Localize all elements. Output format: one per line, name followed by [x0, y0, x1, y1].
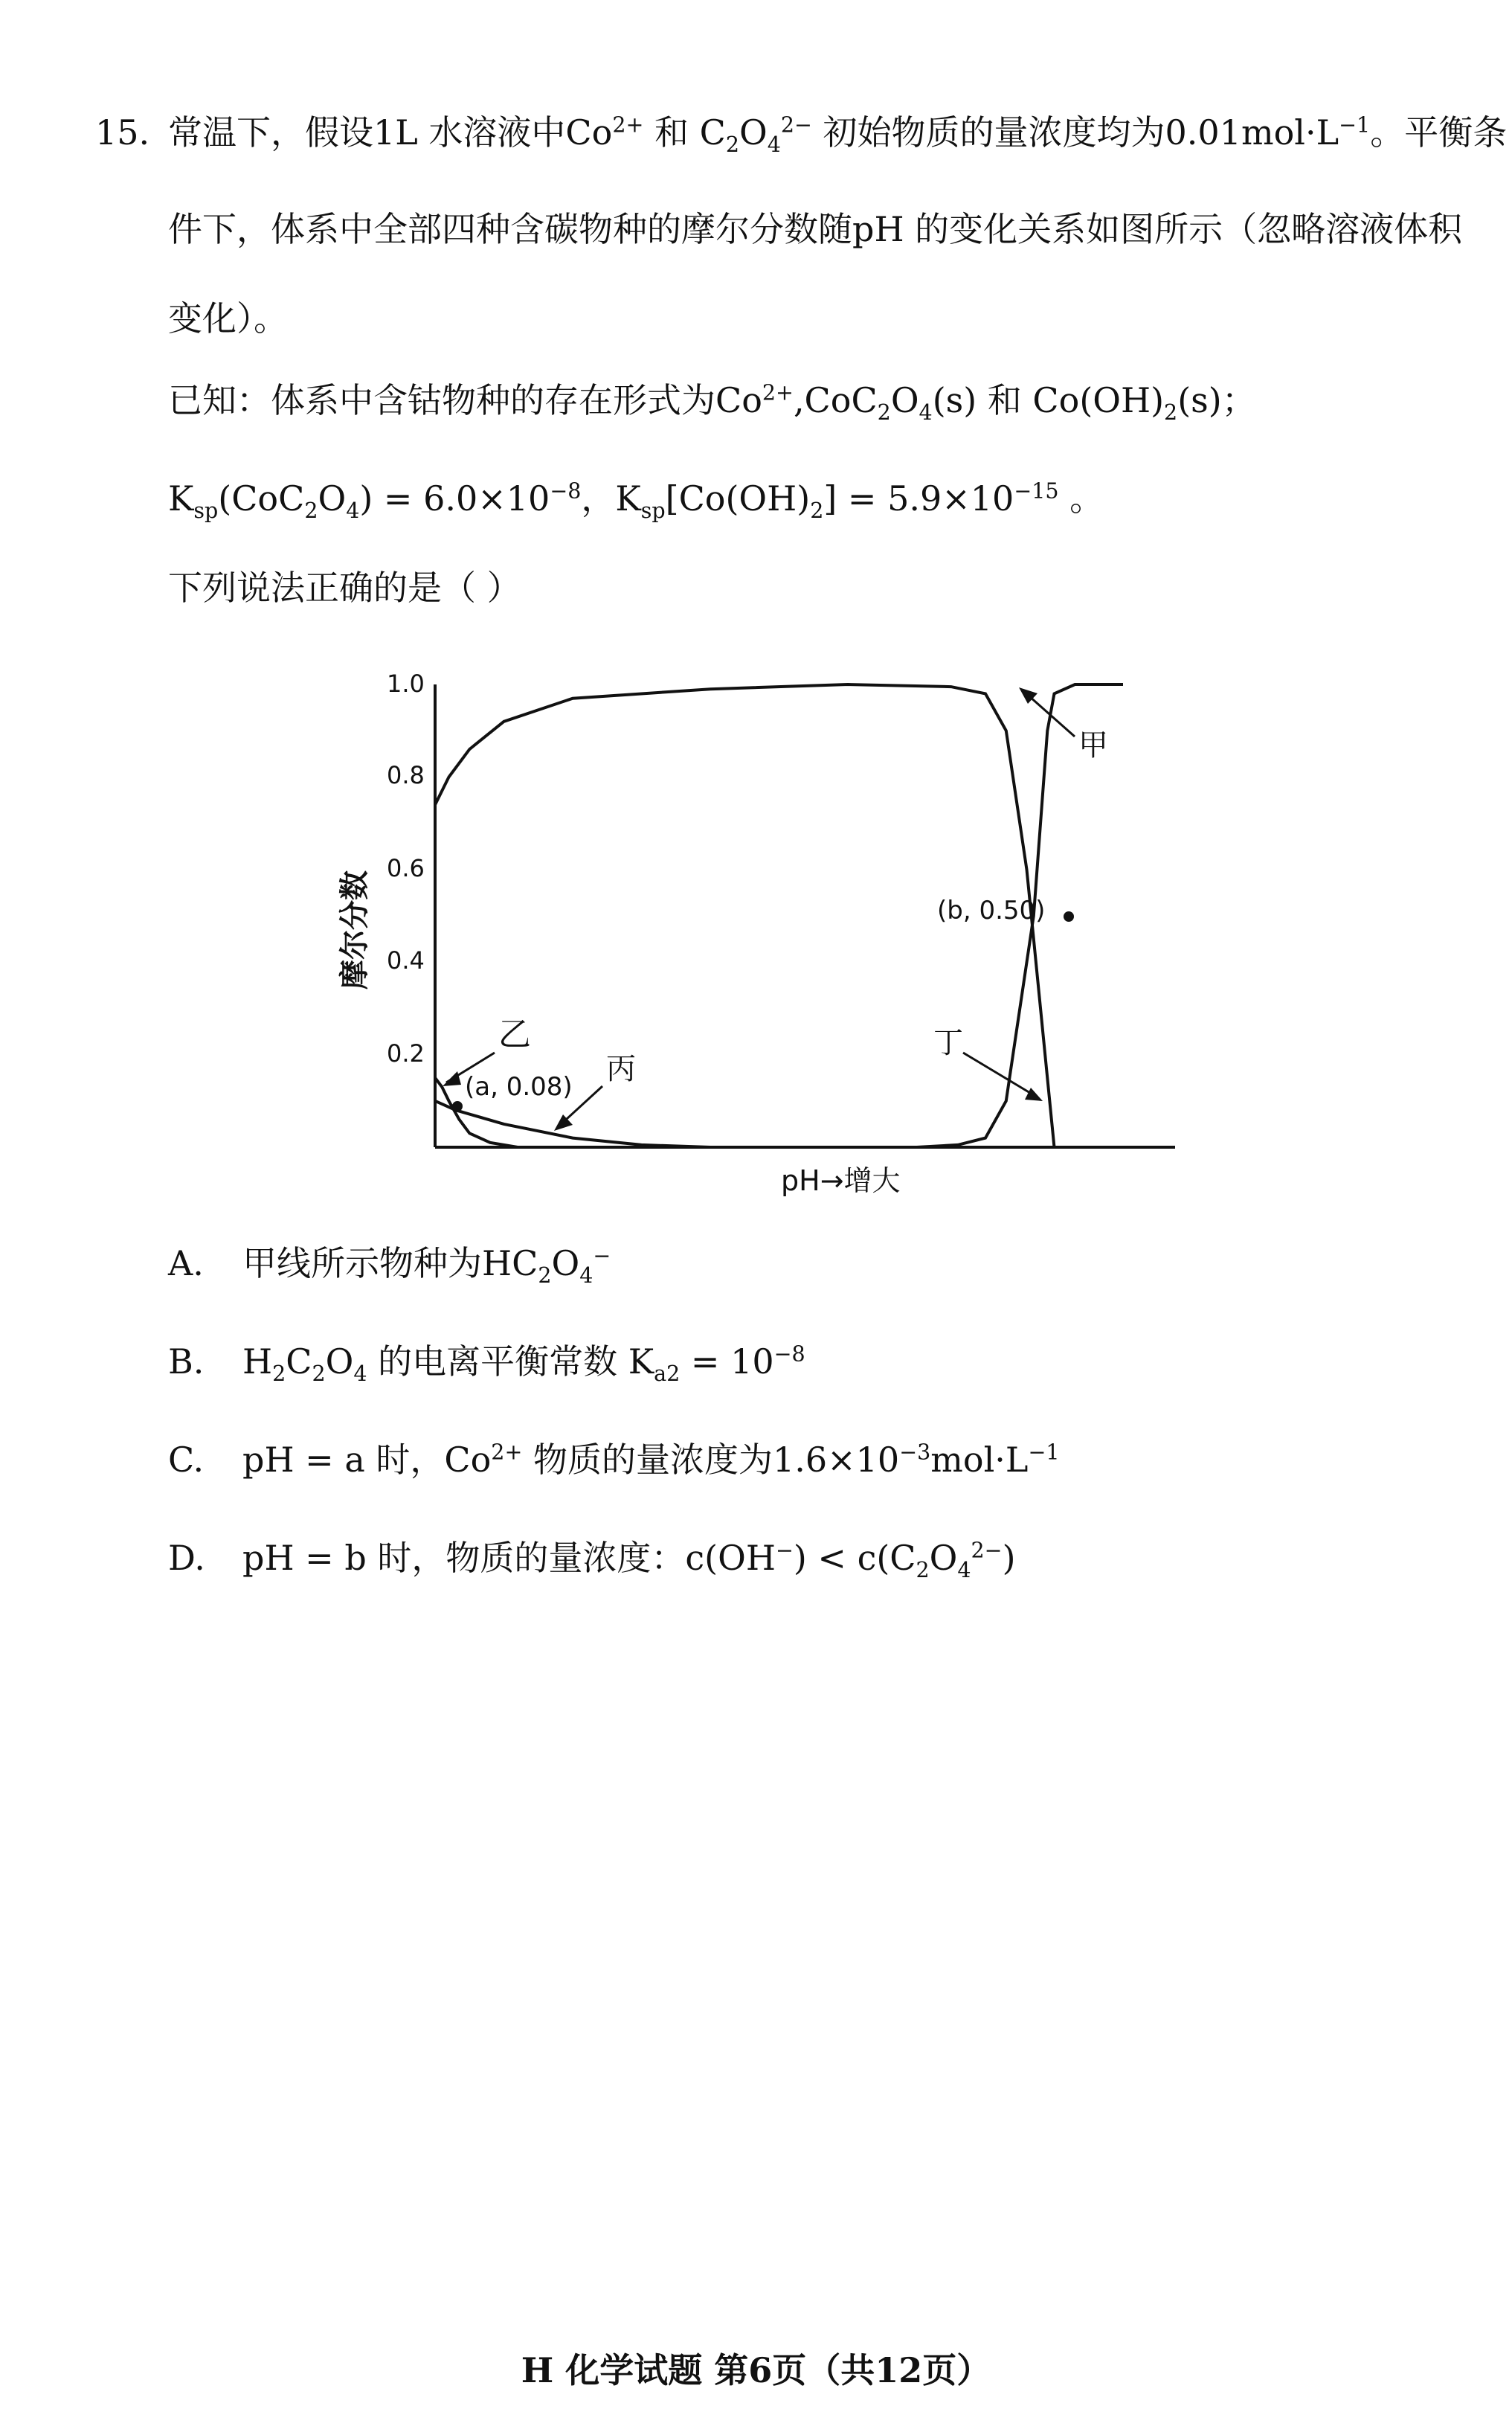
stem-text: 件下，体系中全部四种含碳物种的摩尔分数随pH 的变化关系如图所示（忽略溶液体积: [168, 209, 1463, 249]
question-stem-line-2: [168, 207, 1462, 251]
separator: ，: [581, 478, 616, 519]
series-label-ding: 丁: [933, 1026, 963, 1060]
subscript: 2: [312, 1361, 326, 1387]
superscript: −1: [1028, 1440, 1060, 1465]
ksp-symbol: K: [168, 478, 194, 519]
option-text: ): [1002, 1538, 1016, 1578]
superscript: 2−: [971, 1538, 1003, 1563]
known-line: [168, 378, 1256, 426]
footer-paper-code: H: [521, 2350, 554, 2390]
subscript: 2: [1164, 400, 1178, 426]
superscript: −: [593, 1243, 611, 1268]
option-b[interactable]: [168, 1339, 805, 1387]
subscript: 4: [919, 400, 933, 426]
subscript: 2: [810, 498, 824, 524]
arrow-ding: [963, 1053, 1038, 1097]
y-tick-label: 0.8: [387, 761, 425, 789]
subscript: 4: [957, 1558, 971, 1583]
subscript: 2: [538, 1263, 552, 1289]
subscript: 4: [579, 1263, 593, 1289]
option-text: mol·L: [930, 1440, 1029, 1480]
option-text: C: [286, 1341, 312, 1382]
y-tick-label: 0.4: [387, 946, 425, 975]
superscript: −3: [899, 1440, 931, 1465]
page-footer: [0, 2343, 1512, 2393]
option-letter: A.: [168, 1243, 204, 1283]
option-c[interactable]: [168, 1437, 1060, 1482]
superscript: −8: [773, 1341, 805, 1367]
y-tick-label: 1.0: [387, 670, 425, 698]
ksp-expr: ] = 5.9×10: [823, 478, 1014, 519]
ksp-symbol: K: [615, 478, 641, 519]
superscript: −8: [550, 478, 582, 504]
subscript: 2: [272, 1361, 286, 1387]
question-prompt: [168, 565, 521, 610]
option-text: O: [929, 1538, 958, 1578]
known-text: O: [890, 380, 919, 420]
option-text: 的电离平衡常数 K: [367, 1341, 654, 1382]
y-tick-label: 0.6: [387, 854, 425, 882]
stem-text: 常温下，假设1L 水溶液中Co: [168, 112, 613, 153]
subscript: 2: [304, 498, 318, 524]
option-a[interactable]: [168, 1241, 611, 1289]
option-letter: D.: [168, 1538, 205, 1578]
prompt-text: 下列说法正确的是（ ）: [168, 568, 521, 608]
subscript: 4: [346, 498, 360, 524]
y-axis-label: 摩尔分数: [338, 870, 372, 989]
known-text: (s)；: [1177, 380, 1256, 420]
superscript: −15: [1014, 478, 1059, 504]
point-a: [452, 1101, 463, 1111]
ksp-expr: ) = 6.0×10: [359, 478, 550, 519]
series-label-bing: 丙: [606, 1052, 636, 1086]
arrow-head-yi: [443, 1071, 461, 1086]
known-text: ,CoC: [793, 380, 878, 420]
option-text: O: [325, 1341, 354, 1382]
option-text: H: [242, 1341, 273, 1382]
option-text: 物质的量浓度为1.6×10: [522, 1440, 900, 1480]
option-text: ) < c(C: [793, 1538, 916, 1578]
superscript: 2+: [491, 1440, 523, 1465]
option-letter: C.: [168, 1440, 205, 1480]
stem-text: 和 C: [643, 112, 726, 153]
superscript: 2+: [762, 380, 794, 405]
option-text: pH = a 时，Co: [242, 1440, 492, 1480]
point-b: [1064, 911, 1074, 922]
subscript: sp: [640, 498, 666, 524]
footer-page-info: 化学试题 第6页（共12页）: [565, 2350, 991, 2390]
option-d[interactable]: [168, 1536, 1016, 1583]
annotation-point-b: (b, 0.50): [937, 896, 1046, 925]
x-axis-label: pH→增大: [781, 1164, 901, 1197]
superscript: 2−: [780, 112, 812, 138]
ksp-end: 。: [1058, 478, 1104, 519]
subscript: a2: [654, 1361, 681, 1387]
known-text: 已知：体系中含钴物种的存在形式为Co: [168, 380, 762, 420]
known-text: (s) 和 Co(OH): [932, 380, 1165, 420]
subscript: sp: [193, 498, 219, 524]
question-number-text: 15.: [95, 112, 150, 153]
mole-fraction-chart: [312, 647, 1235, 1213]
superscript: −1: [1339, 112, 1371, 138]
stem-text: 初始物质的量浓度均为0.01mol·L: [811, 112, 1339, 153]
series-label-jia: 甲: [1078, 728, 1108, 763]
option-text: pH = b 时，物质的量浓度：c(OH: [242, 1538, 776, 1578]
option-text: O: [551, 1243, 580, 1283]
arrow-head-ding: [1025, 1088, 1043, 1101]
ksp-expr: [Co(OH): [665, 478, 811, 519]
stem-text: 。平衡条: [1370, 112, 1508, 153]
ksp-expr: O: [318, 478, 347, 519]
subscript: 2: [916, 1558, 930, 1583]
stem-text: 变化）。: [168, 298, 288, 339]
subscript: 4: [767, 132, 781, 158]
stem-text: O: [739, 112, 768, 153]
series-label-yi: 乙: [498, 1016, 531, 1053]
option-letter: B.: [168, 1341, 205, 1382]
subscript: 4: [353, 1361, 367, 1387]
y-tick-label: 0.2: [387, 1039, 425, 1068]
option-text: 甲线所示物种为HC: [242, 1243, 538, 1283]
annotation-point-a: (a, 0.08): [465, 1072, 573, 1102]
subscript: 2: [725, 132, 739, 158]
question-number: [95, 110, 149, 155]
subscript: 2: [877, 400, 891, 426]
superscript: −: [775, 1538, 794, 1563]
question-stem-line-3: [168, 296, 288, 341]
question-stem-line-1: [168, 110, 1508, 158]
ksp-expr: (CoC: [218, 478, 305, 519]
ksp-line: [168, 476, 1104, 524]
superscript: 2+: [612, 112, 644, 138]
option-text: = 10: [680, 1341, 774, 1382]
